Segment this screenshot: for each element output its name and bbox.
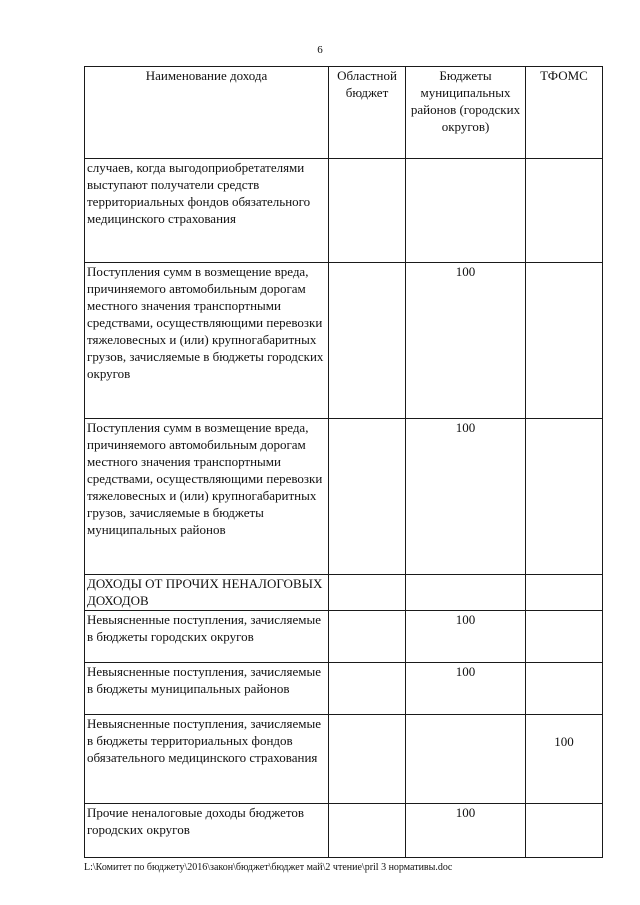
header-municipal-budgets: Бюджеты муниципальных районов (городских округов)	[406, 67, 526, 159]
table-row	[85, 419, 603, 575]
row-regional-value	[329, 159, 406, 263]
header-regional-budget: Областной бюджет	[329, 67, 406, 159]
row-name: случаев, когда выгодоприобретателями выступают получатели средств территориальных фондов обязательного медицинского страхования	[85, 159, 329, 263]
row-municipal-value: 100	[406, 263, 526, 419]
row-name: Поступления сумм в возмещение вреда, причиняемого автомобильным дорогам местного значения транспортными средствами, осуществляющими перевозки тяжеловесных и (или) крупногабаритных грузов, зачисляемые в бюджеты городских округов	[85, 263, 329, 419]
row-municipal-value: 100	[406, 663, 526, 715]
row-regional-value	[329, 419, 406, 575]
page-number: 6	[317, 44, 323, 56]
table-row	[85, 663, 603, 715]
row-tfoms-value	[526, 263, 603, 419]
row-tfoms-value	[526, 611, 603, 663]
row-tfoms-value: 100	[526, 715, 603, 804]
row-municipal-value	[406, 715, 526, 804]
row-municipal-value	[406, 159, 526, 263]
row-municipal-value	[406, 575, 526, 611]
row-tfoms-value	[526, 159, 603, 263]
table-row	[85, 263, 603, 419]
file-path-footer: L:\Комитет по бюджету\2016\закон\бюджет\бюджет май\2 чтение\pril 3 нормативы.doc	[84, 862, 453, 873]
row-tfoms-value	[526, 663, 603, 715]
header-income-name: Наименование дохода	[85, 67, 329, 159]
row-tfoms-value	[526, 804, 603, 858]
row-tfoms-value	[526, 419, 603, 575]
table-row	[85, 159, 603, 263]
row-municipal-value: 100	[406, 419, 526, 575]
table-header-row	[85, 67, 603, 159]
row-name: Невыясненные поступления, зачисляемые в бюджеты городских округов	[85, 611, 329, 663]
row-regional-value	[329, 263, 406, 419]
section-title: ДОХОДЫ ОТ ПРОЧИХ НЕНАЛОГОВЫХ ДОХОДОВ	[85, 575, 329, 611]
header-tfoms: ТФОМС	[526, 67, 603, 159]
row-name: Прочие неналоговые доходы бюджетов городских округов	[85, 804, 329, 858]
row-tfoms-value	[526, 575, 603, 611]
section-row	[85, 575, 603, 611]
row-name: Поступления сумм в возмещение вреда, причиняемого автомобильным дорогам местного значения транспортными средствами, осуществляющими перевозки тяжеловесных и (или) крупногабаритных грузов, зачисляемые в бюджеты муниципальных районов	[85, 419, 329, 575]
row-regional-value	[329, 575, 406, 611]
revenue-norms-table	[84, 66, 603, 858]
row-regional-value	[329, 804, 406, 858]
table-row	[85, 804, 603, 858]
row-municipal-value: 100	[406, 611, 526, 663]
table-row	[85, 715, 603, 804]
row-name: Невыясненные поступления, зачисляемые в бюджеты муниципальных районов	[85, 663, 329, 715]
row-regional-value	[329, 715, 406, 804]
row-municipal-value: 100	[406, 804, 526, 858]
row-regional-value	[329, 663, 406, 715]
row-regional-value	[329, 611, 406, 663]
row-name: Невыясненные поступления, зачисляемые в бюджеты территориальных фондов обязательного медицинского страхования	[85, 715, 329, 804]
table-row	[85, 611, 603, 663]
